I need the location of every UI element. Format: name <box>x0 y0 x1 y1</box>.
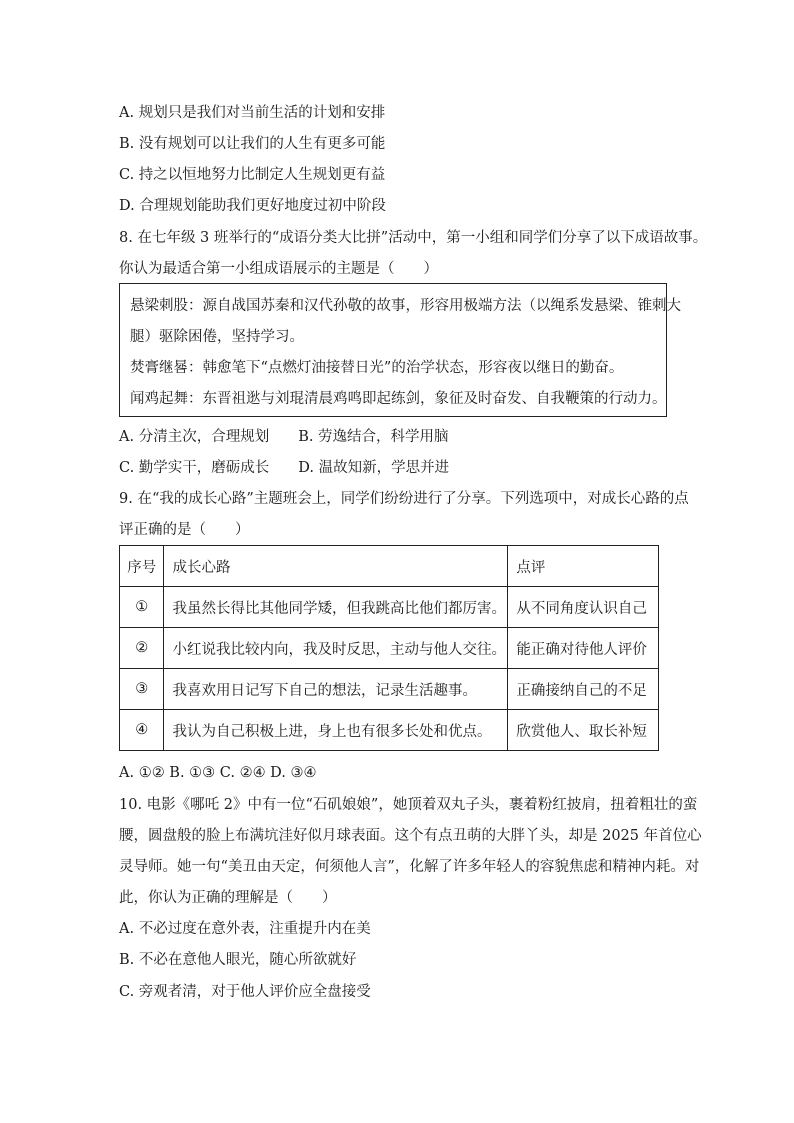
row-path: 小红说我比较内向，我及时反思，主动与他人交往。 <box>164 628 508 669</box>
q10-option-b: B. 不必在意他人眼光，随心所欲就好 <box>119 952 357 968</box>
q8-options-line2: C. 勤学实干，磨砺成长 D. 温故知新，学思并进 <box>119 460 450 476</box>
row-index: ① <box>120 587 164 628</box>
q8-stem-line2: 你认为最适合第一小组成语展示的主题是（ ） <box>119 261 438 277</box>
table-header-row <box>120 546 659 587</box>
row-comment: 从不同角度认识自己 <box>508 587 659 628</box>
header-index: 序号 <box>120 546 164 587</box>
q9-stem-line2: 评正确的是（ ） <box>119 522 250 538</box>
idiom-line: 腿）驱除困倦，坚持学习。 <box>130 329 304 345</box>
table-row <box>120 587 659 628</box>
q10-stem-line1: 10. 电影《哪吒 2》中有一位“石矶娘娘”，她顶着双丸子头，裹着粉红披肩，扭着粗壮的蛮 <box>119 797 698 813</box>
row-path: 我虽然长得比其他同学矮，但我跳高比他们都厉害。 <box>164 587 508 628</box>
row-comment: 能正确对待他人评价 <box>508 628 659 669</box>
table-row <box>120 669 659 710</box>
row-index: ③ <box>120 669 164 710</box>
table-row <box>120 710 659 751</box>
q9-stem-line1: 9. 在“我的成长心路”主题班会上，同学们纷纷进行了分享。下列选项中，对成长心路的点 <box>119 491 689 507</box>
table-row <box>120 628 659 669</box>
q10-option-c: C. 旁观者清，对于他人评价应全盘接受 <box>119 984 371 1000</box>
q8-stem-line1: 8. 在七年级 3 班举行的“成语分类大比拼”活动中，第一小组和同学们分享了以下成语故事。 <box>119 230 708 246</box>
q9-options: A. ①② B. ①③ C. ②④ D. ③④ <box>119 765 317 781</box>
q9-table <box>119 545 659 751</box>
q10-stem-line4: 此，你认为正确的理解是（ ） <box>119 890 337 906</box>
idiom-line: 悬梁刺股：源自战国苏秦和汉代孙敬的故事，形容用极端方法（以绳系发悬梁、锥刺大 <box>130 298 681 314</box>
q8-idiom-box <box>119 283 681 417</box>
q8-options-line1: A. 分清主次，合理规划 B. 劳逸结合，科学用脑 <box>119 429 449 445</box>
q10-option-a: A. 不必过度在意外表，注重提升内在美 <box>119 921 371 937</box>
row-path: 我喜欢用日记写下自己的想法，记录生活趣事。 <box>164 669 508 710</box>
idiom-line: 闻鸡起舞：东晋祖逖与刘琨清晨鸡鸣即起练剑，象征及时奋发、自我鞭策的行动力。 <box>130 391 667 407</box>
row-index: ② <box>120 628 164 669</box>
row-comment: 欣赏他人、取长补短 <box>508 710 659 751</box>
q10-stem-line3: 灵导师。她一句“美丑由天定，何须他人言”，化解了许多年轻人的容貌焦虑和精神内耗。对 <box>119 859 700 875</box>
q7-option-d: D. 合理规划能助我们更好地度过初中阶段 <box>119 198 386 214</box>
row-index: ④ <box>120 710 164 751</box>
row-path: 我认为自己积极上进，身上也有很多长处和优点。 <box>164 710 508 751</box>
header-comment: 点评 <box>508 546 659 587</box>
row-comment: 正确接纳自己的不足 <box>508 669 659 710</box>
q7-option-b: B. 没有规划可以让我们的人生有更多可能 <box>119 136 386 152</box>
q7-option-c: C. 持之以恒地努力比制定人生规划更有益 <box>119 167 386 183</box>
idiom-line: 焚膏继晷：韩愈笔下“点燃灯油接替日光”的治学状态，形容夜以继日的勤奋。 <box>130 360 624 376</box>
q10-stem-line2: 腰，圆盘般的脸上布满坑洼好似月球表面。这个有点丑萌的大胖丫头，却是 2025 年首位心 <box>119 828 702 844</box>
q7-option-a: A. 规划只是我们对当前生活的计划和安排 <box>119 105 386 121</box>
header-path: 成长心路 <box>164 546 508 587</box>
